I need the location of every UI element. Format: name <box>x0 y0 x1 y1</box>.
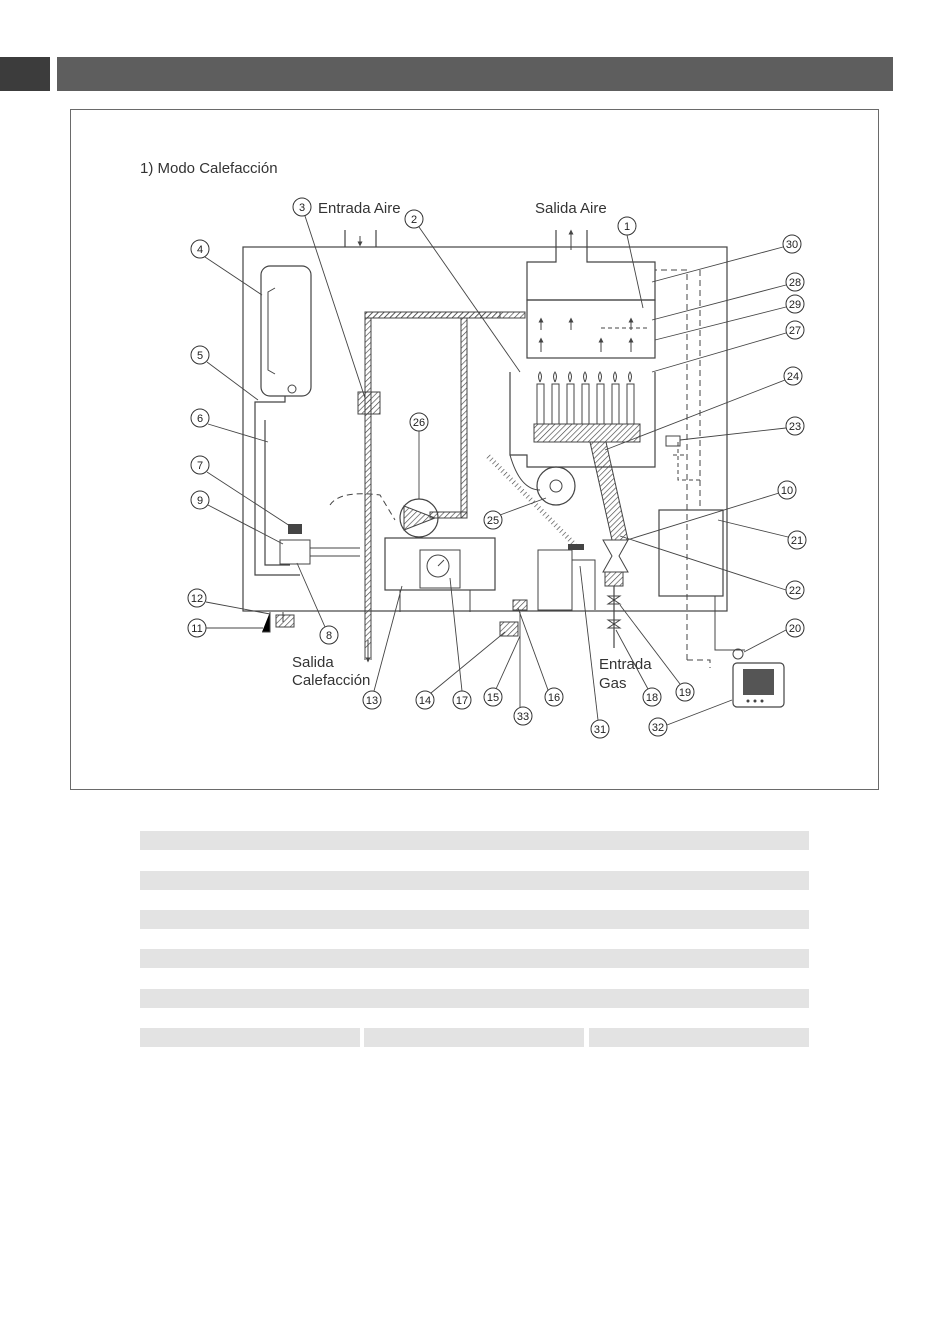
callout-24 <box>784 367 802 385</box>
callout-33 <box>514 707 532 725</box>
svg-text:13: 13 <box>365 695 379 707</box>
svg-text:1: 1 <box>623 221 631 233</box>
svg-text:26: 26 <box>412 417 426 429</box>
gas-inlet-label-1: Entrada <box>599 656 652 673</box>
callout-32 <box>649 718 667 736</box>
callout-13 <box>363 691 381 709</box>
svg-text:6: 6 <box>196 413 204 425</box>
callout-3 <box>293 198 311 216</box>
svg-text:31: 31 <box>593 724 607 736</box>
gas-line <box>590 442 628 540</box>
callout-10 <box>778 481 796 499</box>
svg-text:14: 14 <box>418 695 432 707</box>
burner-flames <box>537 372 634 424</box>
callout-9 <box>191 491 209 509</box>
callout-11 <box>188 619 206 637</box>
safety-valve <box>288 524 302 534</box>
diverter-valve <box>280 540 310 564</box>
svg-text:10: 10 <box>780 485 794 497</box>
callout-12 <box>188 589 206 607</box>
callout-23 <box>786 417 804 435</box>
callout-22 <box>786 581 804 599</box>
svg-text:21: 21 <box>790 535 804 547</box>
callout-18 <box>643 688 661 706</box>
callout-26 <box>410 413 428 431</box>
air-pressure-switch <box>358 392 380 414</box>
callout-29 <box>786 295 804 313</box>
svg-text:15: 15 <box>486 692 500 704</box>
flue-hood <box>527 230 655 300</box>
svg-text:11: 11 <box>191 623 203 635</box>
callout-7 <box>191 456 209 474</box>
heating-outlet-label-2: Calefacción <box>292 672 371 689</box>
svg-text:29: 29 <box>788 299 802 311</box>
gas-inlet-label-2: Gas <box>599 675 627 692</box>
heating-outlet-label-1: Salida <box>292 654 334 671</box>
callout-25 <box>484 511 502 529</box>
svg-text:24: 24 <box>786 371 800 383</box>
burner-manifold <box>534 424 640 442</box>
callout-4 <box>191 240 209 258</box>
leader-lines <box>205 216 788 725</box>
svg-text:28: 28 <box>788 277 802 289</box>
callout-6 <box>191 409 209 427</box>
table-row <box>140 831 809 850</box>
svg-text:5: 5 <box>196 350 204 362</box>
callout-31 <box>591 720 609 738</box>
callout-5 <box>191 346 209 364</box>
svg-text:18: 18 <box>645 692 659 704</box>
svg-text:7: 7 <box>196 460 204 472</box>
svg-text:19: 19 <box>678 687 692 699</box>
callout-17 <box>453 691 471 709</box>
table-row <box>140 989 809 1008</box>
callout-21 <box>788 531 806 549</box>
svg-text:16: 16 <box>547 692 561 704</box>
svg-text:27: 27 <box>788 325 802 337</box>
svg-text:12: 12 <box>190 593 204 605</box>
callout-28 <box>786 273 804 291</box>
callout-20 <box>786 619 804 637</box>
svg-text:9: 9 <box>196 495 204 507</box>
svg-text:32: 32 <box>651 722 665 734</box>
svg-text:25: 25 <box>486 515 500 527</box>
gas-valve <box>603 540 628 572</box>
air-outlet-label: Salida Aire <box>535 200 607 217</box>
table-cell <box>364 1028 584 1047</box>
callout-30 <box>783 235 801 253</box>
svg-text:33: 33 <box>516 711 530 723</box>
control-board <box>659 510 723 596</box>
svg-text:2: 2 <box>410 214 418 226</box>
svg-text:4: 4 <box>196 244 204 256</box>
callout-2 <box>405 210 423 228</box>
table-row <box>140 910 809 929</box>
svg-text:8: 8 <box>325 630 333 642</box>
callout-27 <box>786 321 804 339</box>
callout-8 <box>320 626 338 644</box>
svg-text:20: 20 <box>788 623 802 635</box>
diagram-title: 1) Modo Calefacción <box>140 160 278 177</box>
svg-text:17: 17 <box>455 695 469 707</box>
callout-14 <box>416 691 434 709</box>
callout-15 <box>484 688 502 706</box>
heating-return-pipe <box>365 318 371 648</box>
callout-1 <box>618 217 636 235</box>
svg-text:30: 30 <box>785 239 799 251</box>
heat-exchanger <box>527 300 655 358</box>
callout-19 <box>676 683 694 701</box>
table-cell <box>140 1028 360 1047</box>
svg-text:23: 23 <box>788 421 802 433</box>
svg-text:22: 22 <box>788 585 802 597</box>
table-cell <box>589 1028 809 1047</box>
table-row <box>140 949 809 968</box>
air-inlet-label: Entrada Aire <box>318 200 401 217</box>
svg-text:3: 3 <box>298 202 306 214</box>
table-row <box>140 871 809 890</box>
callout-16 <box>545 688 563 706</box>
